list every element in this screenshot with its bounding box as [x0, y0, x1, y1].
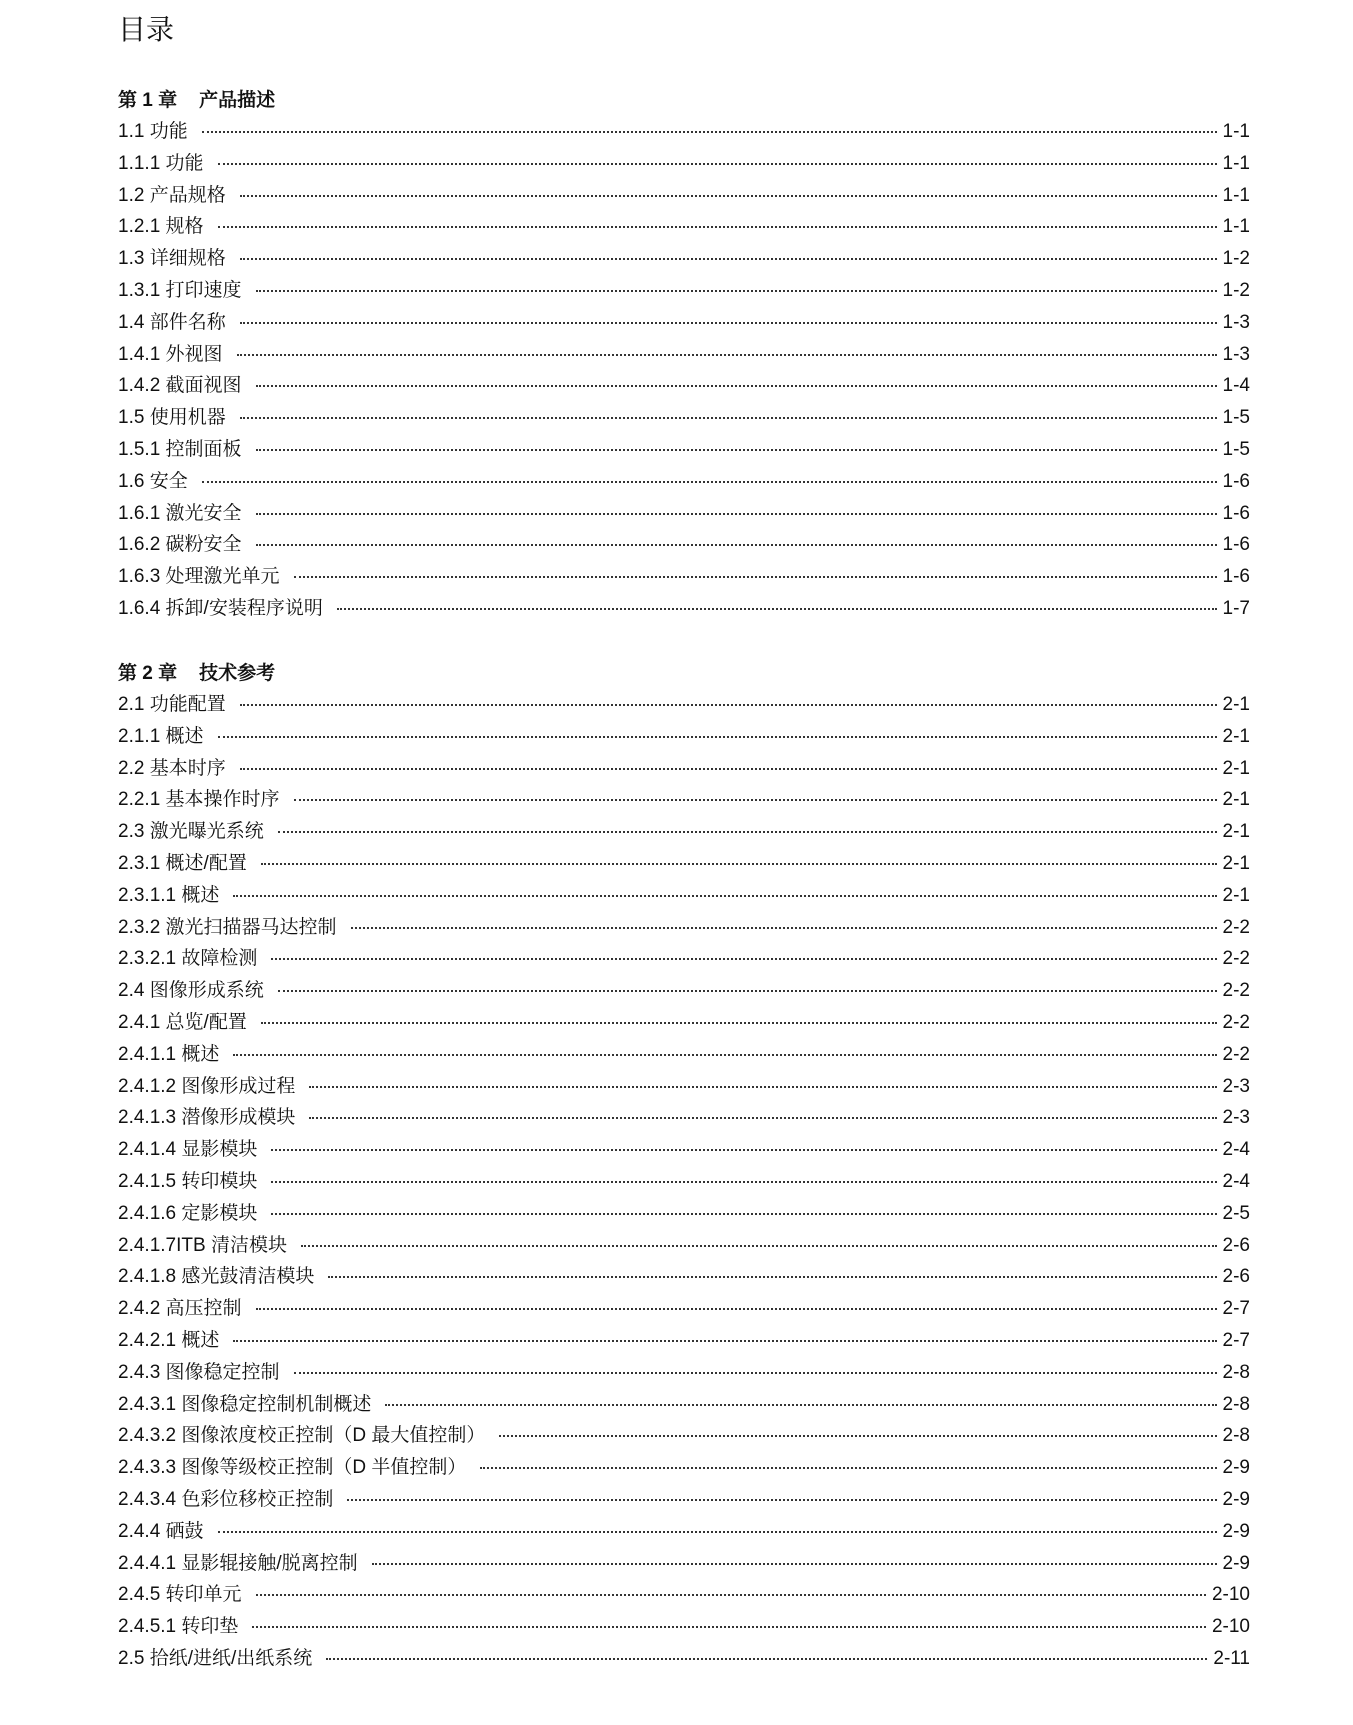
toc-entry-label: 2.4.1 总览/配置	[118, 1011, 247, 1033]
toc-entry[interactable]	[118, 943, 1250, 975]
toc-entry-label: 2.3 激光曝光系统	[118, 821, 264, 843]
toc-entry-label: 2.3.1 概述/配置	[118, 852, 247, 874]
toc-entry[interactable]	[118, 402, 1250, 434]
toc-entry-label: 2.4.1.1 概述	[118, 1043, 220, 1065]
toc-entry[interactable]	[118, 211, 1250, 243]
toc-entry[interactable]	[118, 880, 1250, 912]
toc-entry[interactable]	[118, 912, 1250, 944]
toc-entry-page-number: 2-4	[1222, 1139, 1250, 1161]
dot-leader	[256, 513, 1217, 515]
toc-entry[interactable]	[118, 721, 1250, 753]
toc-entry-label: 1.4.1 外视图	[118, 343, 223, 365]
toc-entry-label: 2.4.2 高压控制	[118, 1298, 242, 1320]
toc-entry-page-number: 2-3	[1222, 1107, 1250, 1129]
toc-entry-page-number: 2-3	[1222, 1075, 1250, 1097]
toc-entry[interactable]	[118, 498, 1250, 530]
toc-entry-label: 1.3.1 打印速度	[118, 279, 242, 301]
toc-entry-page-number: 2-2	[1222, 948, 1250, 970]
toc-entry-page-number: 2-2	[1222, 1043, 1250, 1065]
toc-list	[118, 116, 1250, 625]
toc-entry[interactable]	[118, 975, 1250, 1007]
toc-entry[interactable]	[118, 1102, 1250, 1134]
toc-entry-page-number: 2-8	[1222, 1393, 1250, 1415]
dot-leader	[218, 226, 1217, 228]
toc-entry-label: 2.3.1.1 概述	[118, 884, 220, 906]
dot-leader	[337, 608, 1217, 610]
dot-leader	[256, 1594, 1206, 1596]
dot-leader	[499, 1435, 1216, 1437]
dot-leader	[240, 322, 1217, 324]
dot-leader	[351, 927, 1217, 929]
toc-entry[interactable]	[118, 1389, 1250, 1421]
toc-entry[interactable]	[118, 1548, 1250, 1580]
dot-leader	[256, 1308, 1217, 1310]
toc-entry-page-number: 1-6	[1222, 566, 1250, 588]
toc-entry-label: 1.3 详细规格	[118, 248, 226, 270]
toc-entry-page-number: 2-5	[1222, 1202, 1250, 1224]
dot-leader	[240, 258, 1217, 260]
toc-entry[interactable]	[118, 1071, 1250, 1103]
toc-entry-label: 2.1 功能配置	[118, 694, 226, 715]
toc-entry-label: 2.3.2.1 故障检测	[118, 948, 258, 970]
toc-entry[interactable]	[118, 1039, 1250, 1071]
toc-entry-page-number: 1-3	[1222, 343, 1250, 365]
toc-entry[interactable]	[118, 1007, 1250, 1039]
toc-entry-page-number: 1-6	[1222, 534, 1250, 556]
dot-leader	[271, 1149, 1216, 1151]
toc-entry-page-number: 2-2	[1222, 916, 1250, 938]
toc-entry-page-number: 2-9	[1222, 1520, 1250, 1542]
toc-entry-page-number: 2-1	[1222, 694, 1250, 715]
dot-leader	[328, 1276, 1216, 1278]
toc-entry-label: 1.6.4 拆卸/安装程序说明	[118, 597, 323, 619]
toc-entry-page-number: 2-9	[1222, 1488, 1250, 1510]
dot-leader	[278, 831, 1217, 833]
dot-leader	[347, 1499, 1216, 1501]
dot-leader	[256, 290, 1217, 292]
dot-leader	[271, 958, 1216, 960]
toc-entry[interactable]	[118, 593, 1250, 625]
toc-entry-label: 2.4.1.3 潜像形成模块	[118, 1107, 296, 1129]
dot-leader	[278, 990, 1217, 992]
toc-entry[interactable]	[118, 275, 1250, 307]
toc-entry[interactable]	[118, 148, 1250, 180]
dot-leader	[385, 1404, 1216, 1406]
dot-leader	[218, 1531, 1217, 1533]
chapter-1-section	[118, 86, 1250, 625]
toc-entry-page-number: 2-1	[1222, 789, 1250, 811]
toc-entry[interactable]	[118, 116, 1250, 148]
toc-entry-page-number: 2-7	[1222, 1329, 1250, 1351]
toc-entry[interactable]	[118, 307, 1250, 339]
toc-entry-page-number: 2-11	[1213, 1647, 1250, 1669]
dot-leader	[326, 1658, 1207, 1660]
toc-entry-page-number: 1-6	[1222, 502, 1250, 524]
toc-entry-label: 2.4.1.4 显影模块	[118, 1139, 258, 1161]
toc-entry[interactable]	[118, 1357, 1250, 1389]
toc-entry-label: 2.4.3.1 图像稳定控制机制概述	[118, 1393, 372, 1415]
toc-entry-page-number: 1-2	[1222, 279, 1250, 301]
toc-entry[interactable]	[118, 1293, 1250, 1325]
toc-entry-label: 1.6.1 激光安全	[118, 502, 242, 524]
toc-entry-page-number: 2-6	[1222, 1266, 1250, 1288]
chapter-number: 第 1 章	[118, 90, 178, 111]
toc-entry-label: 1.4.2 截面视图	[118, 375, 242, 397]
toc-entry-label: 2.3.2 激光扫描器马达控制	[118, 916, 337, 938]
chapter-title: 产品描述	[199, 90, 276, 111]
toc-entry-page-number: 2-7	[1222, 1298, 1250, 1320]
toc-entry[interactable]	[118, 243, 1250, 275]
toc-entry[interactable]	[118, 753, 1250, 785]
toc-entry-label: 2.4.1.5 转印模块	[118, 1170, 258, 1192]
toc-entry-label: 1.5.1 控制面板	[118, 438, 242, 460]
dot-leader	[271, 1181, 1216, 1183]
toc-entry-page-number: 1-5	[1222, 438, 1250, 460]
toc-list	[118, 689, 1250, 1675]
toc-entry[interactable]	[118, 1261, 1250, 1293]
toc-entry-label: 2.4.1.7ITB 清洁模块	[118, 1234, 287, 1256]
toc-entry[interactable]	[118, 1579, 1250, 1611]
dot-leader	[252, 1626, 1206, 1628]
chapter-title: 技术参考	[199, 663, 276, 684]
toc-entry-page-number: 1-3	[1222, 311, 1250, 333]
toc-entry[interactable]	[118, 466, 1250, 498]
toc-entry-page-number: 2-1	[1222, 884, 1250, 906]
toc-entry-label: 1.6.2 碳粉安全	[118, 534, 242, 556]
toc-entry[interactable]	[118, 561, 1250, 593]
dot-leader	[256, 385, 1217, 387]
dot-leader	[240, 417, 1217, 419]
toc-entry[interactable]	[118, 1166, 1250, 1198]
toc-entry-label: 2.4.3 图像稳定控制	[118, 1361, 280, 1383]
toc-entry[interactable]	[118, 1420, 1250, 1452]
chapter-heading	[118, 659, 1250, 689]
chapter-heading	[118, 86, 1250, 116]
dot-leader	[256, 544, 1217, 546]
dot-leader	[218, 163, 1217, 165]
toc-entry[interactable]	[118, 180, 1250, 212]
toc-entry-label: 2.4.5 转印单元	[118, 1584, 242, 1606]
toc-entry-label: 2.1.1 概述	[118, 725, 204, 747]
toc-entry[interactable]	[118, 529, 1250, 561]
toc-entry-page-number: 2-1	[1222, 725, 1250, 747]
toc-entry-page-number: 2-1	[1222, 821, 1250, 843]
toc-entry[interactable]	[118, 1643, 1250, 1675]
toc-entry[interactable]	[118, 339, 1250, 371]
toc-entry-page-number: 2-9	[1222, 1457, 1250, 1479]
toc-entry-page-number: 2-4	[1222, 1170, 1250, 1192]
dot-leader	[202, 131, 1217, 133]
toc-entry-page-number: 2-2	[1222, 1011, 1250, 1033]
toc-entry-label: 1.2.1 规格	[118, 216, 204, 238]
toc-entry-page-number: 1-1	[1222, 216, 1250, 238]
toc-entry[interactable]	[118, 1198, 1250, 1230]
toc-entry-label: 1.6 安全	[118, 470, 188, 492]
dot-leader	[261, 863, 1217, 865]
toc-entry-label: 1.2 产品规格	[118, 184, 226, 206]
toc-entry-label: 2.4.1.6 定影模块	[118, 1202, 258, 1224]
dot-leader	[233, 895, 1216, 897]
toc-entry-page-number: 2-1	[1222, 757, 1250, 779]
dot-leader	[233, 1054, 1216, 1056]
toc-entry[interactable]	[118, 816, 1250, 848]
toc-entry-page-number: 2-6	[1222, 1234, 1250, 1256]
dot-leader	[233, 1340, 1216, 1342]
toc-entry[interactable]	[118, 1230, 1250, 1262]
toc-entry-label: 2.4.5.1 转印垫	[118, 1616, 239, 1638]
toc-entry-label: 2.2.1 基本操作时序	[118, 789, 280, 811]
dot-leader	[202, 481, 1217, 483]
toc-entry-label: 2.4 图像形成系统	[118, 980, 264, 1002]
toc-entry-label: 2.4.3.4 色彩位移校正控制	[118, 1488, 334, 1510]
toc-entry[interactable]	[118, 848, 1250, 880]
toc-entry-page-number: 1-1	[1222, 152, 1250, 174]
toc-entry-label: 2.4.3.2 图像浓度校正控制（D 最大值控制）	[118, 1425, 486, 1447]
dot-leader	[237, 354, 1217, 356]
toc-entry-label: 1.5 使用机器	[118, 407, 226, 429]
dot-leader	[218, 736, 1217, 738]
toc-entry[interactable]	[118, 1516, 1250, 1548]
toc-entry-label: 1.1.1 功能	[118, 152, 204, 174]
toc-entry[interactable]	[118, 1452, 1250, 1484]
toc-entry-page-number: 2-10	[1211, 1616, 1250, 1638]
toc-entry-page-number: 1-5	[1222, 407, 1250, 429]
chapter-2-section	[118, 659, 1250, 1675]
toc-entry[interactable]	[118, 1611, 1250, 1643]
toc-entry[interactable]	[118, 370, 1250, 402]
toc-entry-page-number: 2-8	[1222, 1425, 1250, 1447]
toc-entry-label: 2.4.4 硒鼓	[118, 1520, 204, 1542]
toc-entry-page-number: 1-1	[1222, 184, 1250, 206]
dot-leader	[480, 1467, 1216, 1469]
toc-entry-label: 1.1 功能	[118, 121, 188, 142]
toc-entry-page-number: 2-2	[1222, 980, 1250, 1002]
toc-entry-page-number: 1-4	[1222, 375, 1250, 397]
toc-entry[interactable]	[118, 1484, 1250, 1516]
toc-entry-label: 2.4.1.2 图像形成过程	[118, 1075, 296, 1097]
toc-entry-label: 1.6.3 处理激光单元	[118, 566, 280, 588]
toc-entry-label: 2.4.3.3 图像等级校正控制（D 半值控制）	[118, 1457, 467, 1479]
toc-entry-label: 2.4.4.1 显影辊接触/脱离控制	[118, 1552, 358, 1574]
toc-entry-page-number: 1-2	[1222, 248, 1250, 270]
dot-leader	[240, 768, 1217, 770]
dot-leader	[240, 704, 1217, 706]
toc-entry-label: 1.4 部件名称	[118, 311, 226, 333]
toc-entry[interactable]	[118, 689, 1250, 721]
toc-entry-label: 2.4.2.1 概述	[118, 1329, 220, 1351]
dot-leader	[294, 799, 1217, 801]
dot-leader	[309, 1086, 1216, 1088]
toc-entry-page-number: 1-6	[1222, 470, 1250, 492]
page-title: 目录	[118, 14, 175, 45]
toc-entry-page-number: 2-1	[1222, 852, 1250, 874]
toc-entry[interactable]	[118, 784, 1250, 816]
toc-entry[interactable]	[118, 1134, 1250, 1166]
toc-entry-label: 2.5 拾纸/进纸/出纸系统	[118, 1647, 313, 1669]
dot-leader	[372, 1563, 1217, 1565]
toc-entry[interactable]	[118, 1325, 1250, 1357]
toc-entry-page-number: 2-10	[1211, 1584, 1250, 1606]
toc-entry-page-number: 2-8	[1222, 1361, 1250, 1383]
dot-leader	[240, 195, 1217, 197]
dot-leader	[294, 576, 1217, 578]
dot-leader	[294, 1372, 1217, 1374]
dot-leader	[309, 1117, 1216, 1119]
dot-leader	[256, 449, 1217, 451]
toc-entry-label: 2.2 基本时序	[118, 757, 226, 779]
toc-entry-page-number: 1-1	[1222, 121, 1250, 142]
chapter-number: 第 2 章	[118, 663, 178, 684]
toc-entry[interactable]	[118, 434, 1250, 466]
toc-entry-page-number: 1-7	[1222, 597, 1250, 619]
dot-leader	[271, 1213, 1216, 1215]
dot-leader	[261, 1022, 1217, 1024]
toc-entry-label: 2.4.1.8 感光鼓清洁模块	[118, 1266, 315, 1288]
toc-entry-page-number: 2-9	[1222, 1552, 1250, 1574]
dot-leader	[301, 1245, 1217, 1247]
